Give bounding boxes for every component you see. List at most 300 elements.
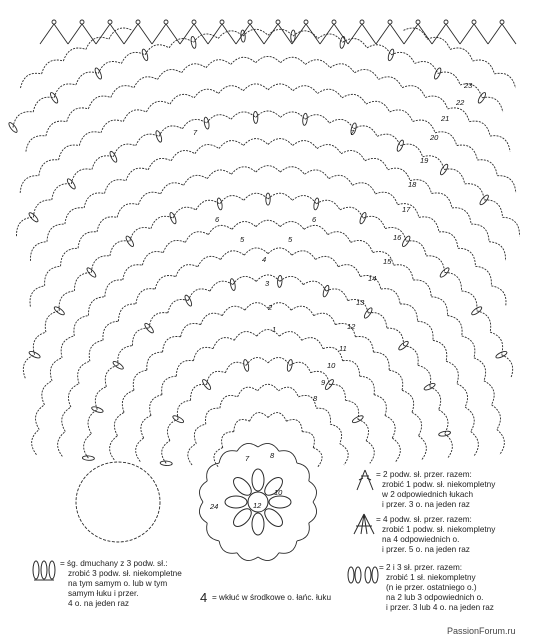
- chain-loop: [418, 321, 434, 340]
- chain-loop: [448, 108, 470, 122]
- flower-motif: [76, 443, 317, 560]
- edge-picot: [96, 24, 124, 44]
- chain-loop: [20, 176, 39, 193]
- chain-loop: [188, 289, 210, 301]
- chain-loop: [465, 184, 485, 200]
- chain-loop: [430, 387, 441, 410]
- chain-loop: [280, 57, 305, 64]
- chain-loop: [373, 352, 389, 370]
- chain-loop: [471, 432, 479, 457]
- row-number: 18: [408, 180, 417, 189]
- chain-loop: [149, 313, 168, 328]
- chain-loop: [170, 94, 194, 104]
- chain-loop: [191, 384, 207, 400]
- chain-loop: [234, 420, 250, 432]
- chain-loop: [340, 207, 363, 218]
- chain-loop: [110, 241, 130, 256]
- chain-loop: [413, 280, 431, 297]
- legend-line: na tym samym o. lub w tym: [68, 579, 168, 588]
- row-number: 23: [464, 81, 473, 90]
- chain-loop: [45, 311, 59, 332]
- chain-loop: [419, 217, 439, 232]
- chain-loop: [23, 355, 34, 379]
- chain-loop: [21, 73, 42, 88]
- chain-loop: [222, 306, 245, 315]
- chain-loop: [132, 328, 149, 346]
- chain-loop: [351, 240, 373, 252]
- legend-line: i przer. 5 o. na jeden raz: [382, 545, 470, 554]
- chain-loop: [59, 291, 74, 311]
- chain-loop: [503, 217, 520, 236]
- chain-loop: [490, 332, 503, 355]
- chain-loop: [400, 304, 417, 321]
- legend-line: = 2 i 3 sł. przer. razem:: [379, 563, 463, 572]
- chain-loop: [244, 193, 268, 200]
- chain-loop: [188, 444, 196, 465]
- chain-loop: [447, 316, 462, 336]
- chain-loop: [231, 112, 256, 119]
- edge-picot: [40, 24, 68, 44]
- chain-loop: [181, 323, 201, 336]
- chain-loop: [185, 232, 208, 243]
- chain-loop: [105, 280, 123, 297]
- row-number: 19: [420, 156, 429, 165]
- chain-loop: [412, 412, 422, 435]
- chain-loop: [446, 361, 458, 383]
- chain-loop: [119, 304, 136, 321]
- chain-loop: [84, 193, 104, 208]
- chain-loop: [278, 387, 298, 397]
- chain-loop: [250, 413, 268, 422]
- chain-loop: [425, 96, 447, 109]
- chain-loop: [450, 48, 473, 61]
- chain-loop: [61, 336, 74, 358]
- right-row-labels: [313, 81, 473, 403]
- chain-loop: [318, 89, 342, 98]
- edge-picot: [208, 24, 236, 44]
- chain-loop: [26, 136, 46, 152]
- chain-loop: [222, 432, 234, 448]
- chain-loop: [329, 384, 345, 400]
- row-number: 7: [350, 128, 355, 137]
- chain-loop: [243, 29, 268, 36]
- chain-loop: [316, 200, 340, 210]
- edge-picot: [404, 24, 432, 44]
- chain-loop: [415, 61, 438, 73]
- chain-loop: [330, 424, 341, 443]
- chain-loop: [133, 370, 147, 390]
- motif-loop: [297, 523, 309, 541]
- chain-loop: [256, 56, 281, 62]
- chain-loop: [92, 156, 114, 170]
- row-number: 12: [347, 322, 356, 331]
- chain-loop: [47, 224, 65, 242]
- chain-loop: [365, 158, 388, 169]
- chain-loop: [163, 240, 185, 252]
- chain-loop: [462, 336, 475, 358]
- motif-loop: [279, 451, 297, 463]
- chain-loop: [445, 273, 462, 291]
- chain-loop: [433, 340, 447, 361]
- chain-loop: [98, 61, 121, 73]
- chain-loop: [473, 60, 495, 74]
- chain-loop: [65, 208, 84, 224]
- chain-loop: [439, 410, 448, 434]
- legend-line: = wkłuć w środkowe o. łańc. łuku: [212, 593, 331, 602]
- chain-loop: [97, 217, 117, 232]
- chain-loop: [225, 362, 246, 372]
- chain-loop: [151, 216, 173, 228]
- chain-loop: [71, 169, 92, 184]
- chain-loop: [258, 384, 279, 391]
- chain-loop: [39, 160, 59, 176]
- chain-loop: [311, 371, 330, 384]
- chain-loop: [484, 200, 502, 217]
- chain-loop: [213, 338, 234, 349]
- chain-loop: [477, 311, 491, 332]
- chain-loop: [484, 381, 494, 405]
- row-number: 1: [272, 325, 277, 334]
- edge-picot: [236, 24, 264, 44]
- puff-stitch: [438, 430, 451, 437]
- chain-loop: [113, 144, 135, 157]
- chain-loop: [438, 72, 460, 85]
- chain-loop: [194, 424, 205, 443]
- motif-loop: [258, 443, 279, 451]
- edge-picot: [376, 24, 404, 44]
- chain-loop: [377, 134, 400, 146]
- chain-loop: [246, 358, 268, 366]
- two-dc-together-symbol: [357, 470, 373, 490]
- motif-petal: [269, 496, 291, 508]
- chain-loop: [103, 321, 119, 340]
- chain-loop: [293, 141, 317, 149]
- side-motif: [76, 462, 160, 542]
- chain-loop: [427, 37, 450, 49]
- row-number: 2: [268, 303, 273, 312]
- chain-loop: [177, 400, 190, 419]
- chain-loop: [366, 441, 374, 464]
- legend-line: 4 o. na jeden raz: [68, 599, 129, 608]
- chain-loop: [431, 297, 447, 316]
- chain-loop: [402, 390, 414, 412]
- chain-loop: [329, 175, 353, 185]
- chain-loop: [363, 216, 385, 228]
- chain-loop: [33, 97, 54, 112]
- chain-loop: [76, 72, 98, 85]
- motif-loop: [219, 541, 237, 553]
- chain-loop: [13, 112, 33, 128]
- chain-loop: [315, 256, 338, 266]
- chain-loop: [79, 132, 101, 146]
- chain-loop: [293, 86, 318, 94]
- legend-right-mid: [354, 514, 496, 554]
- legend-line: i przer. 3 lub 4 o. na jeden raz: [386, 603, 494, 612]
- chain-loop: [368, 313, 387, 328]
- row-number: 21: [441, 114, 450, 123]
- chain-loop: [390, 110, 413, 122]
- chain-loop: [338, 265, 360, 277]
- puff-stitch: [495, 350, 508, 359]
- legend-line: na 4 odpowiednich o.: [382, 535, 460, 544]
- chain-loop: [387, 328, 404, 346]
- chain-loop: [111, 86, 134, 98]
- chain-loop: [426, 256, 445, 273]
- chain-loop: [88, 96, 110, 109]
- chain-loop: [162, 441, 170, 464]
- row-number: 3: [265, 279, 270, 288]
- puff-stitch: [439, 163, 449, 176]
- chain-loop: [477, 160, 497, 176]
- chain-loop: [78, 232, 97, 249]
- chain-loop: [474, 358, 486, 381]
- chain-loop: [302, 338, 323, 349]
- motif-loop: [199, 481, 207, 502]
- row-number: 20: [430, 133, 439, 142]
- chain-loop: [74, 316, 89, 336]
- chain-loop: [220, 196, 244, 204]
- chain-loop: [232, 222, 256, 230]
- chain-loop: [245, 303, 268, 310]
- chain-loop: [341, 151, 365, 161]
- chain-loop: [501, 355, 512, 379]
- chain-loop: [138, 192, 160, 204]
- chain-loop: [63, 48, 86, 61]
- watermark: PassionForum.ru: [447, 626, 516, 636]
- chain-loop: [305, 60, 330, 68]
- edge-picot: [124, 24, 152, 44]
- chain-loop: [482, 97, 503, 112]
- chain-loop: [360, 376, 375, 395]
- chain-loop: [497, 430, 505, 455]
- chain-loop: [105, 180, 126, 194]
- chain-loop: [389, 370, 403, 390]
- chain-loop: [206, 408, 220, 424]
- chain-loop: [280, 112, 305, 119]
- chain-loop: [392, 438, 400, 462]
- chain-loop: [490, 136, 510, 152]
- chain-loop: [123, 110, 146, 122]
- row-number: 7: [193, 128, 198, 137]
- motif-loop: [207, 523, 219, 541]
- chain-loop: [130, 228, 151, 242]
- chain-loop: [231, 167, 255, 175]
- chain-loop: [292, 196, 316, 204]
- legend-right-bottom: [348, 563, 494, 612]
- chain-loop: [95, 387, 106, 410]
- chain-loop: [445, 434, 453, 459]
- chain-loop: [89, 297, 105, 316]
- chain-loop: [167, 419, 178, 440]
- motif-number: 7: [245, 454, 250, 463]
- chain-loop: [406, 241, 426, 256]
- four-dc-together-symbol: [354, 514, 374, 534]
- row-number: 15: [383, 257, 392, 266]
- chain-loop: [134, 77, 158, 88]
- chain-loop: [402, 86, 425, 98]
- chain-loop: [45, 266, 61, 286]
- chain-loop: [326, 289, 348, 301]
- motif-loop: [199, 502, 207, 523]
- chain-loop: [161, 183, 184, 194]
- chain-loop: [491, 286, 506, 307]
- chain-loop: [492, 405, 501, 430]
- chain-loop: [67, 108, 89, 122]
- legend-right-top: [357, 470, 496, 509]
- chain-loop: [292, 251, 316, 260]
- chain-loop: [497, 176, 516, 193]
- chain-loop: [256, 220, 280, 226]
- chain-loop: [268, 84, 293, 91]
- chain-loop: [86, 37, 109, 49]
- tr-together-symbol: [348, 567, 378, 583]
- chain-loop: [218, 31, 243, 39]
- chain-loop: [394, 265, 414, 280]
- chain-loop: [117, 204, 138, 218]
- row-number: 5: [288, 235, 293, 244]
- chain-loop: [314, 313, 336, 324]
- legend-line: zrobić 1 sł. niekompletny: [386, 573, 476, 582]
- chain-loop: [84, 434, 92, 459]
- legend-line: samym łuku i przer.: [68, 589, 139, 598]
- row-number: 16: [393, 233, 402, 242]
- row-number: 14: [368, 274, 377, 283]
- chain-loop: [494, 73, 515, 88]
- chain-loop: [126, 168, 148, 181]
- chain-loop: [91, 256, 110, 273]
- legend-middle: [200, 590, 331, 605]
- chain-loop: [168, 299, 189, 313]
- chain-loop: [33, 332, 46, 355]
- chain-loop: [78, 361, 90, 383]
- legend-line: zrobić 1 podw. sł. niekompletny: [382, 480, 496, 489]
- chain-loop: [206, 60, 231, 68]
- row-number: 8: [313, 394, 318, 403]
- chain-loop: [30, 286, 45, 307]
- chain-loop: [268, 358, 290, 366]
- puff-stitch-symbol: [33, 561, 55, 580]
- chain-loop: [304, 225, 328, 234]
- edge-picot: [460, 24, 488, 44]
- chain-loop: [381, 289, 400, 304]
- chain-loop: [400, 144, 422, 157]
- legend-line: = 4 podw. sł. przer. razem:: [376, 515, 472, 524]
- chain-loop: [136, 438, 144, 462]
- edge-picot: [488, 24, 516, 44]
- chain-loop: [30, 242, 47, 261]
- row-number: 13: [356, 298, 365, 307]
- chain-loop: [123, 265, 143, 280]
- chain-loop: [302, 432, 314, 448]
- chain-loop: [268, 193, 292, 200]
- row-number: 10: [327, 361, 336, 370]
- chain-loop: [366, 101, 390, 112]
- chain-loop: [340, 444, 348, 465]
- motif-petal: [252, 469, 264, 491]
- chain-loop: [196, 200, 220, 210]
- chain-loop: [418, 365, 431, 386]
- chain-loop: [286, 420, 302, 432]
- chain-loop: [146, 101, 170, 112]
- insert-symbol: 4: [200, 590, 208, 605]
- chain-loop: [432, 193, 452, 208]
- chain-loop: [313, 448, 322, 467]
- chain-loop: [194, 347, 214, 360]
- chain-loop: [114, 412, 124, 435]
- chain-loop: [62, 407, 71, 431]
- chain-loop: [155, 275, 176, 289]
- chain-loop: [159, 126, 183, 137]
- chain-loop: [201, 313, 223, 324]
- chain-loop: [317, 145, 341, 154]
- chain-loop: [280, 167, 304, 175]
- chain-loop: [243, 139, 268, 146]
- chain-loop: [148, 158, 171, 169]
- chain-loop: [439, 232, 458, 249]
- row-number: 4: [262, 255, 267, 264]
- edge-picot: [432, 24, 460, 44]
- legend-line: na 2 lub 3 odpowiednich o.: [386, 593, 484, 602]
- chain-loop: [145, 45, 169, 55]
- motif-loop: [309, 481, 317, 502]
- chain-loop: [280, 276, 303, 284]
- chain-loop: [457, 384, 468, 408]
- chain-loop: [375, 192, 397, 204]
- row-number: 11: [339, 344, 347, 353]
- chain-loop: [58, 432, 66, 457]
- legend-line: (n ie przer. ostatniego o.): [386, 583, 477, 592]
- puff-stitch: [423, 382, 436, 391]
- chain-loop: [385, 416, 395, 439]
- chain-loop: [207, 115, 231, 123]
- chain-loop: [220, 395, 238, 408]
- chain-loop: [110, 436, 118, 460]
- chain-loop: [352, 183, 375, 194]
- chain-loop: [374, 395, 386, 416]
- chain-loop: [142, 252, 163, 266]
- chain-loop: [355, 336, 373, 352]
- puff-stitch: [203, 117, 210, 130]
- chain-loop: [42, 60, 64, 74]
- motif-number: 12: [253, 501, 262, 510]
- legend-line: i przer. 3 o. na jeden raz: [382, 500, 470, 509]
- chain-loop: [291, 306, 314, 315]
- chain-loop: [475, 266, 491, 286]
- chain-loop: [231, 57, 256, 64]
- motif-loop: [237, 443, 258, 451]
- chain-loop: [316, 408, 330, 424]
- legend-left: [33, 559, 182, 608]
- chain-loop: [462, 291, 477, 311]
- chain-loop: [54, 84, 76, 98]
- chain-loop: [268, 139, 293, 146]
- chain-loop: [61, 248, 79, 266]
- chain-loop: [280, 222, 304, 230]
- chain-loop: [330, 64, 354, 73]
- chain-loop: [207, 170, 231, 179]
- edge-picot: [320, 24, 348, 44]
- row-number: 5: [240, 235, 245, 244]
- chain-loop: [198, 256, 221, 266]
- chain-loop: [118, 346, 133, 366]
- chain-loop: [195, 145, 219, 154]
- chain-loop: [305, 170, 329, 179]
- chain-loop: [465, 407, 474, 431]
- chain-loop: [342, 94, 366, 104]
- motif-loop: [297, 463, 309, 481]
- motif-loop: [219, 451, 237, 463]
- motif-loop: [237, 553, 258, 561]
